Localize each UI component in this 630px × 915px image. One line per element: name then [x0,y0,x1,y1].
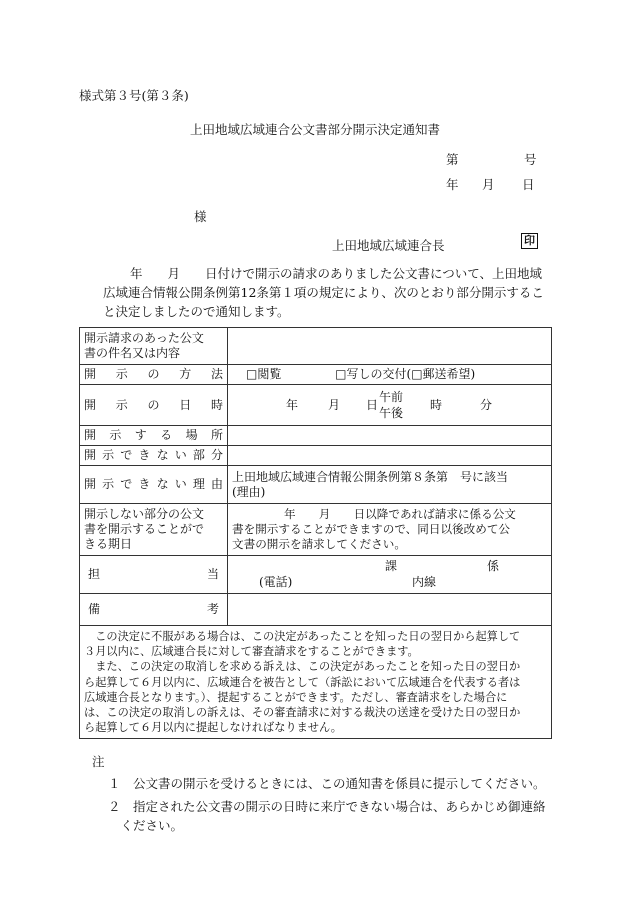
notes-heading: 注 [92,754,105,769]
date-year: 年 [446,177,459,192]
value-later-disclosure-date: 年 月 日以降であれば請求に係る公文 書を開示することができますので、同日以後改めて公 文書の開示を請求してください。 [228,504,552,556]
label-disclosure-method: 開 示 の 方 法 [80,365,228,385]
label-disclosure-place: 開 示 す る 場 所 [80,426,228,446]
table-row [80,385,552,426]
table-row [80,504,552,556]
label-undisclosed-part: 開 示 で き な い 部 分 [80,446,228,466]
table-row [80,426,552,446]
table-row [80,446,552,466]
value-person-in-charge: 課 係 (電話) 内線 [228,556,552,594]
option-copy: □写しの交付(□郵送希望) [335,367,476,381]
table-row [80,626,552,739]
form-number: 様式第３号(第３条) [79,88,189,103]
date-month: 月 [482,177,495,192]
label-person-in-charge: 担 当 [80,556,228,594]
option-inspection: □閲覧 [246,367,282,381]
value-undisclosed-reason: 上田地域広域連合情報公開条例第８条第 号に該当 (理由) [228,466,552,504]
label-undisclosed-reason: 開 示 で き な い 理 由 [80,466,228,504]
label-remarks: 備 考 [80,594,228,626]
table-row [80,594,552,626]
label-disclosure-datetime: 開 示 の 日 時 [80,385,228,426]
value-undisclosed-part [228,446,552,466]
table-row [80,556,552,594]
issuer-name: 上田地域広域連合長 [332,238,445,253]
table-row [80,466,552,504]
doc-number-go: 号 [524,152,537,167]
appeal-notice: この決定に不服がある場合は、この決定があったことを知った日の翌日から起算して ３月以内に、広域連合長に対して審査請求をすることができます。 また、この決定の取消しを求める訴えは、この決定があったことを知った日の翌日か ら起算して６月以内に、広域連合を被告として（訴訟において広域連合を代表する者は 広域連合長となります。）、提起することができます。ただし、審査請求をした場合に は、この決定の取消しの訴えは、その審査請求に対する裁決の送達を受けた日の翌日か ら起算して６月以内に提起しなければなりません。 [80,626,552,739]
seal-mark: 印 [521,233,538,249]
date-day: 日 [522,177,535,192]
table-row [80,328,552,365]
intro-paragraph: 年 月 日付けで開示の請求のありました公文書について、上田地域 広域連合情報公開条例第12条第１項の規定により、次のとおり部分開示するこ と決定しましたので通知します。 [103,266,544,319]
pm-label: 午後 [379,405,404,420]
addressee-suffix: 様 [194,209,207,224]
disclosure-table [79,327,552,739]
am-label: 午前 [379,389,404,404]
value-request-subject [228,328,552,365]
value-disclosure-place [228,426,552,446]
value-disclosure-method [228,365,552,385]
value-disclosure-datetime: 年 月 日 午前 午後 時 分 [228,385,552,426]
value-remarks [228,594,552,626]
doc-number-dai: 第 [446,152,459,167]
table-row [80,365,552,385]
label-request-subject: 開示請求のあった公文 書の件名又は内容 [80,328,228,365]
note-item-1: １ 公文書の開示を受けるときには、この通知書を係員に提示してください。 [108,776,546,791]
document-title: 上田地域広域連合公文書部分開示決定通知書 [189,122,440,137]
label-later-disclosure-date: 開示しない部分の公文 書を開示することがで きる期日 [80,504,228,556]
note-item-2: ２ 指定された公文書の開示の日時に来庁できない場合は、あらかじめ御連絡 ください。 [108,799,546,833]
